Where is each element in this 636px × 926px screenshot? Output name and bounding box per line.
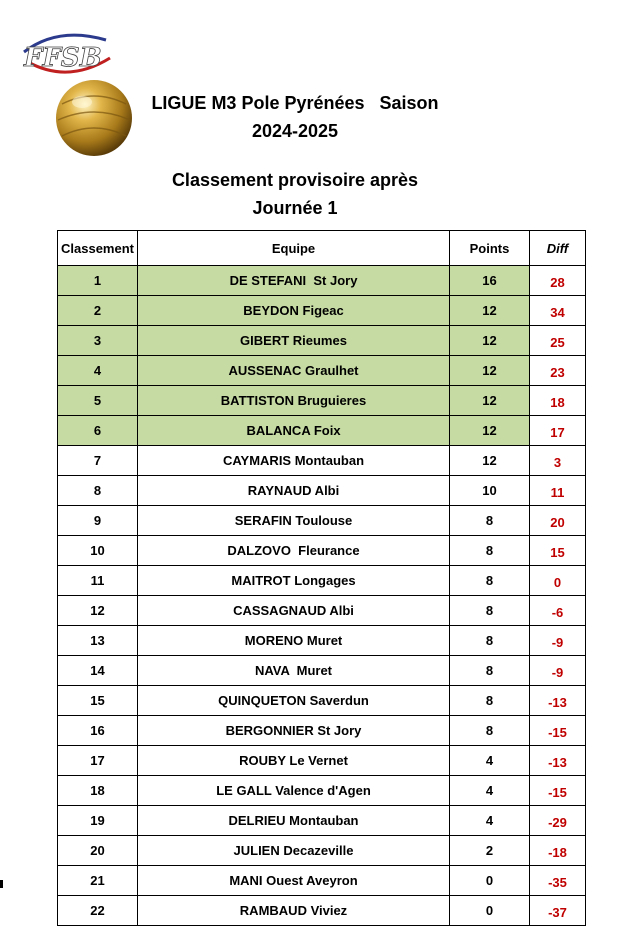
points-cell: 4	[450, 776, 530, 806]
table-row	[58, 626, 586, 656]
table-header-row	[58, 231, 586, 266]
table-row	[58, 806, 586, 836]
team-cell: MANI Ouest Aveyron	[138, 866, 450, 896]
table-row	[58, 836, 586, 866]
team-cell: LE GALL Valence d'Agen	[138, 776, 450, 806]
table-row	[58, 716, 586, 746]
points-cell: 16	[450, 266, 530, 296]
diff-cell: -9	[530, 656, 586, 686]
table-row	[58, 416, 586, 446]
team-cell: BEYDON Figeac	[138, 296, 450, 326]
diff-cell: -18	[530, 836, 586, 866]
points-cell: 4	[450, 806, 530, 836]
table-row	[58, 866, 586, 896]
team-cell: ROUBY Le Vernet	[138, 746, 450, 776]
standings-table	[57, 230, 586, 926]
table-row	[58, 446, 586, 476]
diff-cell: 17	[530, 416, 586, 446]
table-row	[58, 896, 586, 926]
points-cell: 12	[450, 356, 530, 386]
points-cell: 0	[450, 866, 530, 896]
diff-cell: 0	[530, 566, 586, 596]
team-cell: BATTISTON Bruguieres	[138, 386, 450, 416]
rank-cell: 5	[58, 386, 138, 416]
points-cell: 10	[450, 476, 530, 506]
svg-text:FFSB: FFSB	[24, 43, 102, 73]
rank-cell: 4	[58, 356, 138, 386]
rank-cell: 21	[58, 866, 138, 896]
team-cell: RAMBAUD Viviez	[138, 896, 450, 926]
rank-cell: 2	[58, 296, 138, 326]
rank-cell: 19	[58, 806, 138, 836]
rank-cell: 22	[58, 896, 138, 926]
boule-icon	[56, 80, 132, 156]
team-cell: BALANCA Foix	[138, 416, 450, 446]
standings-subtitle: Classement provisoire après	[171, 170, 419, 190]
points-cell: 12	[450, 446, 530, 476]
team-cell: CASSAGNAUD Albi	[138, 596, 450, 626]
points-cell: 2	[450, 836, 530, 866]
points-cell: 8	[450, 536, 530, 566]
rank-cell: 10	[58, 536, 138, 566]
ffsb-wordmark	[23, 35, 110, 73]
diff-cell: 23	[530, 356, 586, 386]
diff-cell: -6	[530, 596, 586, 626]
team-cell: GIBERT Rieumes	[138, 326, 450, 356]
diff-cell: 28	[530, 266, 586, 296]
diff-cell: 3	[530, 446, 586, 476]
page-mark	[0, 880, 3, 888]
rank-cell: 9	[58, 506, 138, 536]
table-row	[58, 656, 586, 686]
diff-cell: -37	[530, 896, 586, 926]
table-row	[58, 566, 586, 596]
rank-cell: 7	[58, 446, 138, 476]
rank-cell: 16	[58, 716, 138, 746]
rank-cell: 11	[58, 566, 138, 596]
team-cell: BERGONNIER St Jory	[138, 716, 450, 746]
diff-cell: 15	[530, 536, 586, 566]
header-team: Equipe	[138, 231, 450, 266]
team-cell: NAVA Muret	[138, 656, 450, 686]
points-cell: 12	[450, 296, 530, 326]
round-label: Journée 1	[252, 198, 338, 218]
points-cell: 8	[450, 596, 530, 626]
team-cell: JULIEN Decazeville	[138, 836, 450, 866]
rank-cell: 15	[58, 686, 138, 716]
team-cell: MORENO Muret	[138, 626, 450, 656]
points-cell: 8	[450, 506, 530, 536]
rank-cell: 17	[58, 746, 138, 776]
diff-cell: 11	[530, 476, 586, 506]
rank-cell: 18	[58, 776, 138, 806]
table-row	[58, 296, 586, 326]
points-cell: 8	[450, 716, 530, 746]
league-title: LIGUE M3 Pole Pyrénées Saison	[151, 93, 439, 113]
diff-cell: -29	[530, 806, 586, 836]
diff-cell: -35	[530, 866, 586, 896]
ffsb-logo	[18, 22, 140, 160]
team-cell: QUINQUETON Saverdun	[138, 686, 450, 716]
rank-cell: 20	[58, 836, 138, 866]
rank-cell: 12	[58, 596, 138, 626]
table-row	[58, 506, 586, 536]
season-label: 2024-2025	[251, 121, 339, 141]
rank-cell: 13	[58, 626, 138, 656]
header-points: Points	[450, 231, 530, 266]
table-row	[58, 386, 586, 416]
diff-cell: 25	[530, 326, 586, 356]
diff-cell: -15	[530, 776, 586, 806]
table-row	[58, 536, 586, 566]
team-cell: SERAFIN Toulouse	[138, 506, 450, 536]
points-cell: 0	[450, 896, 530, 926]
points-cell: 12	[450, 416, 530, 446]
header-diff: Diff	[530, 231, 586, 266]
diff-cell: 18	[530, 386, 586, 416]
rank-cell: 8	[58, 476, 138, 506]
points-cell: 8	[450, 656, 530, 686]
team-cell: CAYMARIS Montauban	[138, 446, 450, 476]
team-cell: DALZOVO Fleurance	[138, 536, 450, 566]
team-cell: MAITROT Longages	[138, 566, 450, 596]
rank-cell: 3	[58, 326, 138, 356]
rank-cell: 14	[58, 656, 138, 686]
team-cell: RAYNAUD Albi	[138, 476, 450, 506]
table-row	[58, 596, 586, 626]
table-row	[58, 476, 586, 506]
header-rank: Classement	[58, 231, 138, 266]
points-cell: 12	[450, 386, 530, 416]
table-row	[58, 686, 586, 716]
diff-cell: -13	[530, 746, 586, 776]
table-row	[58, 326, 586, 356]
team-cell: DELRIEU Montauban	[138, 806, 450, 836]
table-row	[58, 356, 586, 386]
points-cell: 12	[450, 326, 530, 356]
points-cell: 8	[450, 566, 530, 596]
table-row	[58, 776, 586, 806]
diff-cell: -15	[530, 716, 586, 746]
rank-cell: 6	[58, 416, 138, 446]
table-row	[58, 266, 586, 296]
diff-cell: 34	[530, 296, 586, 326]
diff-cell: -9	[530, 626, 586, 656]
points-cell: 4	[450, 746, 530, 776]
points-cell: 8	[450, 626, 530, 656]
points-cell: 8	[450, 686, 530, 716]
table-row	[58, 746, 586, 776]
diff-cell: -13	[530, 686, 586, 716]
diff-cell: 20	[530, 506, 586, 536]
team-cell: AUSSENAC Graulhet	[138, 356, 450, 386]
team-cell: DE STEFANI St Jory	[138, 266, 450, 296]
rank-cell: 1	[58, 266, 138, 296]
